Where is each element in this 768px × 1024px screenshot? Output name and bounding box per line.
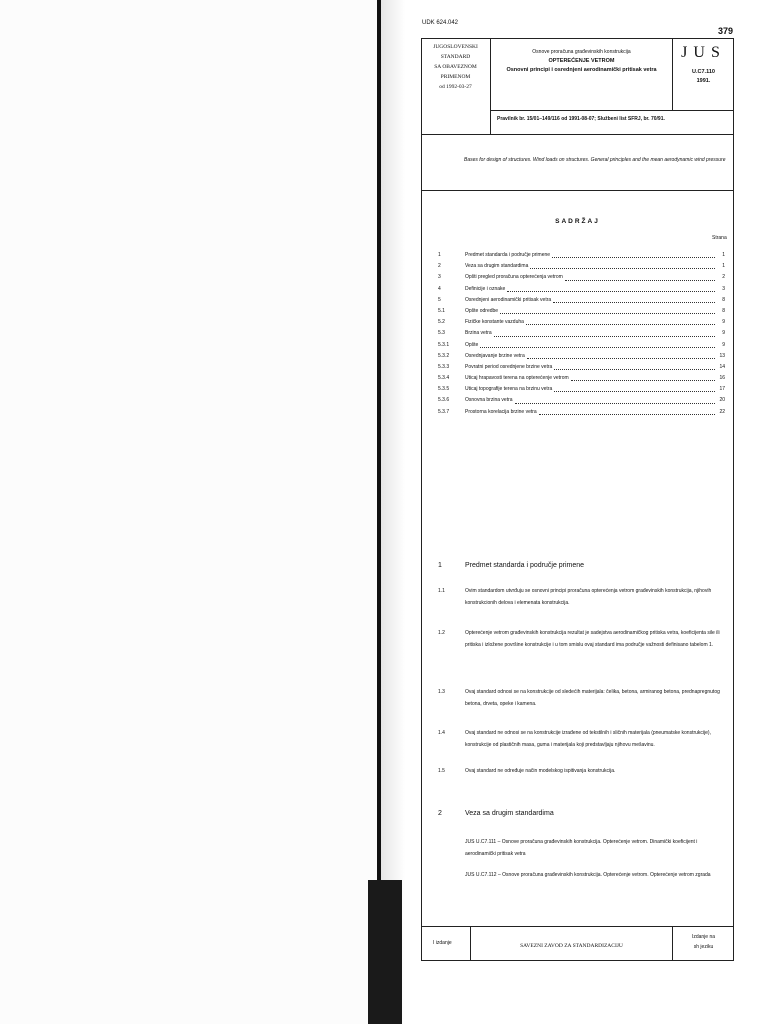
- edition-label: I izdanje: [433, 940, 452, 946]
- standard-type-line: STANDARD: [440, 54, 471, 60]
- toc-dot-leader: [571, 373, 715, 381]
- toc-item-title: Fizičke konstante vazduha: [465, 319, 524, 326]
- standard-type-line: JUGOSLOVENSKI: [433, 44, 478, 50]
- standard-type-line: SA OBAVEZNOM: [434, 64, 477, 70]
- standard-type-line: PRIMENOM: [440, 74, 471, 80]
- toc-item-title: Povratni period osrednjene brzine vetra: [465, 363, 553, 370]
- toc-item-title: Osnovna brzina vetra: [465, 397, 513, 404]
- section-number: 1: [438, 562, 442, 569]
- toc-item: [438, 261, 725, 272]
- regulation-reference: Pravilnik br. 15/01–149/116 od 1991-08-07; Službeni list SFRJ, br. 70/91.: [497, 116, 665, 122]
- toc-dot-leader: [526, 317, 715, 325]
- toc-item-page: 20: [719, 397, 725, 404]
- toc-item-title: Opšte: [465, 341, 479, 348]
- divider: [491, 110, 734, 111]
- toc-item-number: 5.3.3: [438, 363, 450, 370]
- clause-number: 1.3: [438, 689, 445, 695]
- toc-item-number: 5.3.7: [438, 408, 450, 415]
- footer-divider: [421, 926, 734, 927]
- toc-item-title: Uticaj topografije terena na brzinu vetra: [465, 386, 553, 393]
- toc-item-number: 5.3.1: [438, 341, 450, 348]
- blank-left-page: [0, 0, 378, 1024]
- toc-dot-leader: [494, 328, 715, 336]
- toc-item-number: 5.1: [438, 307, 445, 314]
- toc-item-title: Veza sa drugim standardima: [465, 263, 529, 270]
- section-number: 2: [438, 810, 442, 817]
- clause-number: 1.1: [438, 588, 445, 594]
- toc-dot-leader: [527, 351, 715, 359]
- language-edition-line: sh jeziku: [693, 944, 714, 950]
- toc-item: [438, 407, 725, 418]
- book-spine: [377, 0, 381, 1024]
- toc-item-title: Prostorna korelacija brzine vetra: [465, 408, 537, 415]
- toc-item: [438, 351, 725, 362]
- toc-item: [438, 317, 725, 328]
- reference-standard-1: JUS U.C7.111 – Osnove proračuna građevinskih konstrukcija. Opterećenje vetrom. Dinamički koeficijent i aerodinamički pritisak vetra: [465, 839, 698, 857]
- title-line-1: Osnove proračuna građevinskih konstrukcija: [532, 49, 631, 55]
- toc-item-title: Brzina vetra: [465, 330, 492, 337]
- table-of-contents: [438, 250, 725, 418]
- publisher-name: SAVEZNI ZAVOD ZA STANDARDIZACIJU: [520, 943, 623, 949]
- toc-item: [438, 384, 725, 395]
- toc-dot-leader: [515, 395, 715, 403]
- title-line-3: Osnovni principi i osrednjeni aerodinamički pritisak vetra: [506, 67, 657, 73]
- udk-code: UDK 624.042: [422, 20, 459, 26]
- spine-dark-corner: [368, 880, 402, 1024]
- clause-number: 1.2: [438, 630, 445, 636]
- toc-item-page: 22: [719, 408, 725, 415]
- toc-item-number: 5.3.6: [438, 397, 450, 404]
- toc-item-page: 14: [719, 363, 725, 370]
- section-title: Veza sa drugim standardima: [465, 810, 554, 817]
- clause-text: Ovim standardom utvrđuju se osnovni principi proračuna opterećenja vetrom građevinskih konstrukcija, njihovih konstrukcionih delova i elemenata konstrukcija.: [465, 588, 712, 606]
- toc-item: [438, 284, 725, 295]
- toc-item: [438, 272, 725, 283]
- clause-number: 1.5: [438, 768, 445, 774]
- toc-dot-leader: [565, 272, 715, 280]
- toc-item-page: 9: [722, 341, 725, 348]
- jus-label: JUS: [681, 44, 726, 61]
- toc-item-number: 5.3.4: [438, 375, 450, 382]
- toc-item-page: 2: [722, 274, 725, 281]
- toc-dot-leader: [554, 362, 715, 370]
- toc-page-label: Strana: [712, 235, 727, 241]
- toc-dot-leader: [554, 384, 715, 392]
- toc-item-page: 9: [722, 330, 725, 337]
- toc-item-page: 3: [722, 285, 725, 292]
- toc-item-number: 5.3.2: [438, 352, 450, 359]
- toc-item-title: Osrednjeni aerodinamički pritisak vetra: [465, 296, 552, 303]
- jus-code-box: [672, 38, 734, 110]
- toc-item-number: 3: [438, 274, 441, 281]
- toc-dot-leader: [539, 407, 715, 415]
- toc-dot-leader: [507, 284, 715, 292]
- toc-item: [438, 306, 725, 317]
- language-edition-line: Izdanje na: [691, 934, 716, 940]
- standard-type-box: [421, 38, 491, 134]
- toc-dot-leader: [500, 306, 715, 314]
- toc-item-page: 17: [719, 386, 725, 393]
- toc-dot-leader: [553, 295, 715, 303]
- toc-item: [438, 373, 725, 384]
- toc-item-title: Osrednjavanje brzine vetra: [465, 352, 525, 359]
- divider: [421, 134, 734, 135]
- standard-title-box: [491, 38, 672, 110]
- toc-item-title: Definicije i oznake: [465, 285, 506, 292]
- standard-code: U.C7.110: [692, 69, 715, 75]
- toc-item: [438, 295, 725, 306]
- clause-text: Ovaj standard ne određuje način modelskog ispitivanja konstrukcija.: [465, 768, 616, 774]
- toc-item-number: 5.2: [438, 319, 445, 326]
- toc-item: [438, 340, 725, 351]
- toc-item-page: 9: [722, 319, 725, 326]
- toc-dot-leader: [552, 250, 715, 258]
- toc-item: [438, 362, 725, 373]
- toc-item: [438, 328, 725, 339]
- toc-dot-leader: [530, 261, 715, 269]
- toc-item-number: 2: [438, 263, 441, 270]
- toc-item-number: 1: [438, 252, 441, 258]
- toc-title: SADRŽAJ: [555, 218, 600, 225]
- reference-standard-2: JUS U.C7.112 – Osnove proračuna građevinskih konstrukcija. Opterećenje vetrom. Opterećenje vetrom zgrada: [465, 872, 711, 878]
- english-title: Bases for design of structures. Wind loads on structures. General principles and the mean aerodynamic wind pressure: [464, 157, 726, 163]
- clause-number: 1.4: [438, 730, 445, 736]
- language-edition-box: [673, 932, 734, 952]
- clause-text: Ovaj standard ne odnosi se na konstrukcije izrađene od tekstilnih i sličnih materijala (pneumatske konstrukcije), konstrukcije od plastičnih masa, guma i materijala koji predstavljaju njihovu mešavinu.: [465, 730, 711, 748]
- clause-text: Ovaj standard odnosi se na konstrukcije od sledećih materijala: čelika, betona, armiranog betona, prednapregnutog betona, drveta, opeke i kamena.: [465, 689, 720, 707]
- divider: [421, 190, 734, 191]
- toc-item-title: Predmet standarda i područje primene: [465, 252, 551, 258]
- toc-item-page: 8: [722, 307, 725, 314]
- section-title: Predmet standarda i područje primene: [465, 562, 585, 569]
- toc-item-page: 1: [722, 252, 725, 258]
- toc-dot-leader: [480, 340, 715, 348]
- toc-item-title: Uticaj hrapavosti terena na opterećenje vetrom: [465, 375, 569, 382]
- standard-year: 1991.: [696, 78, 711, 84]
- title-line-2: OPTEREĆENJE VETROM: [548, 58, 615, 64]
- page-number: 379: [718, 26, 734, 36]
- toc-item-page: 16: [719, 375, 725, 382]
- toc-item-number: 5.3.5: [438, 386, 450, 393]
- toc-item-page: 8: [722, 296, 725, 303]
- toc-item-number: 5: [438, 296, 441, 303]
- toc-item: [438, 250, 725, 261]
- toc-item-number: 4: [438, 285, 441, 292]
- toc-item-title: Opšte odredbe: [465, 307, 499, 314]
- clause-text: Opterećenje vetrom građevinskih konstrukcija rezultat je sadejstva aerodinamičkog pritiska vetra, koeficijenta sile ili pritiska i izložene površine konstrukcije i u tom smislu ovaj standard ima područje važnosti definisano tabelom 1.: [465, 630, 720, 648]
- standard-date: od 1992-03-27: [439, 84, 472, 90]
- toc-item-number: 5.3: [438, 330, 445, 337]
- toc-item-page: 13: [719, 352, 725, 359]
- toc-item: [438, 395, 725, 406]
- toc-item-title: Opšti pregled proračuna opterećenja vetrom: [465, 274, 563, 281]
- document-frame: [421, 38, 734, 961]
- toc-item-page: 1: [722, 263, 725, 270]
- page-gutter-shadow: [381, 0, 405, 1024]
